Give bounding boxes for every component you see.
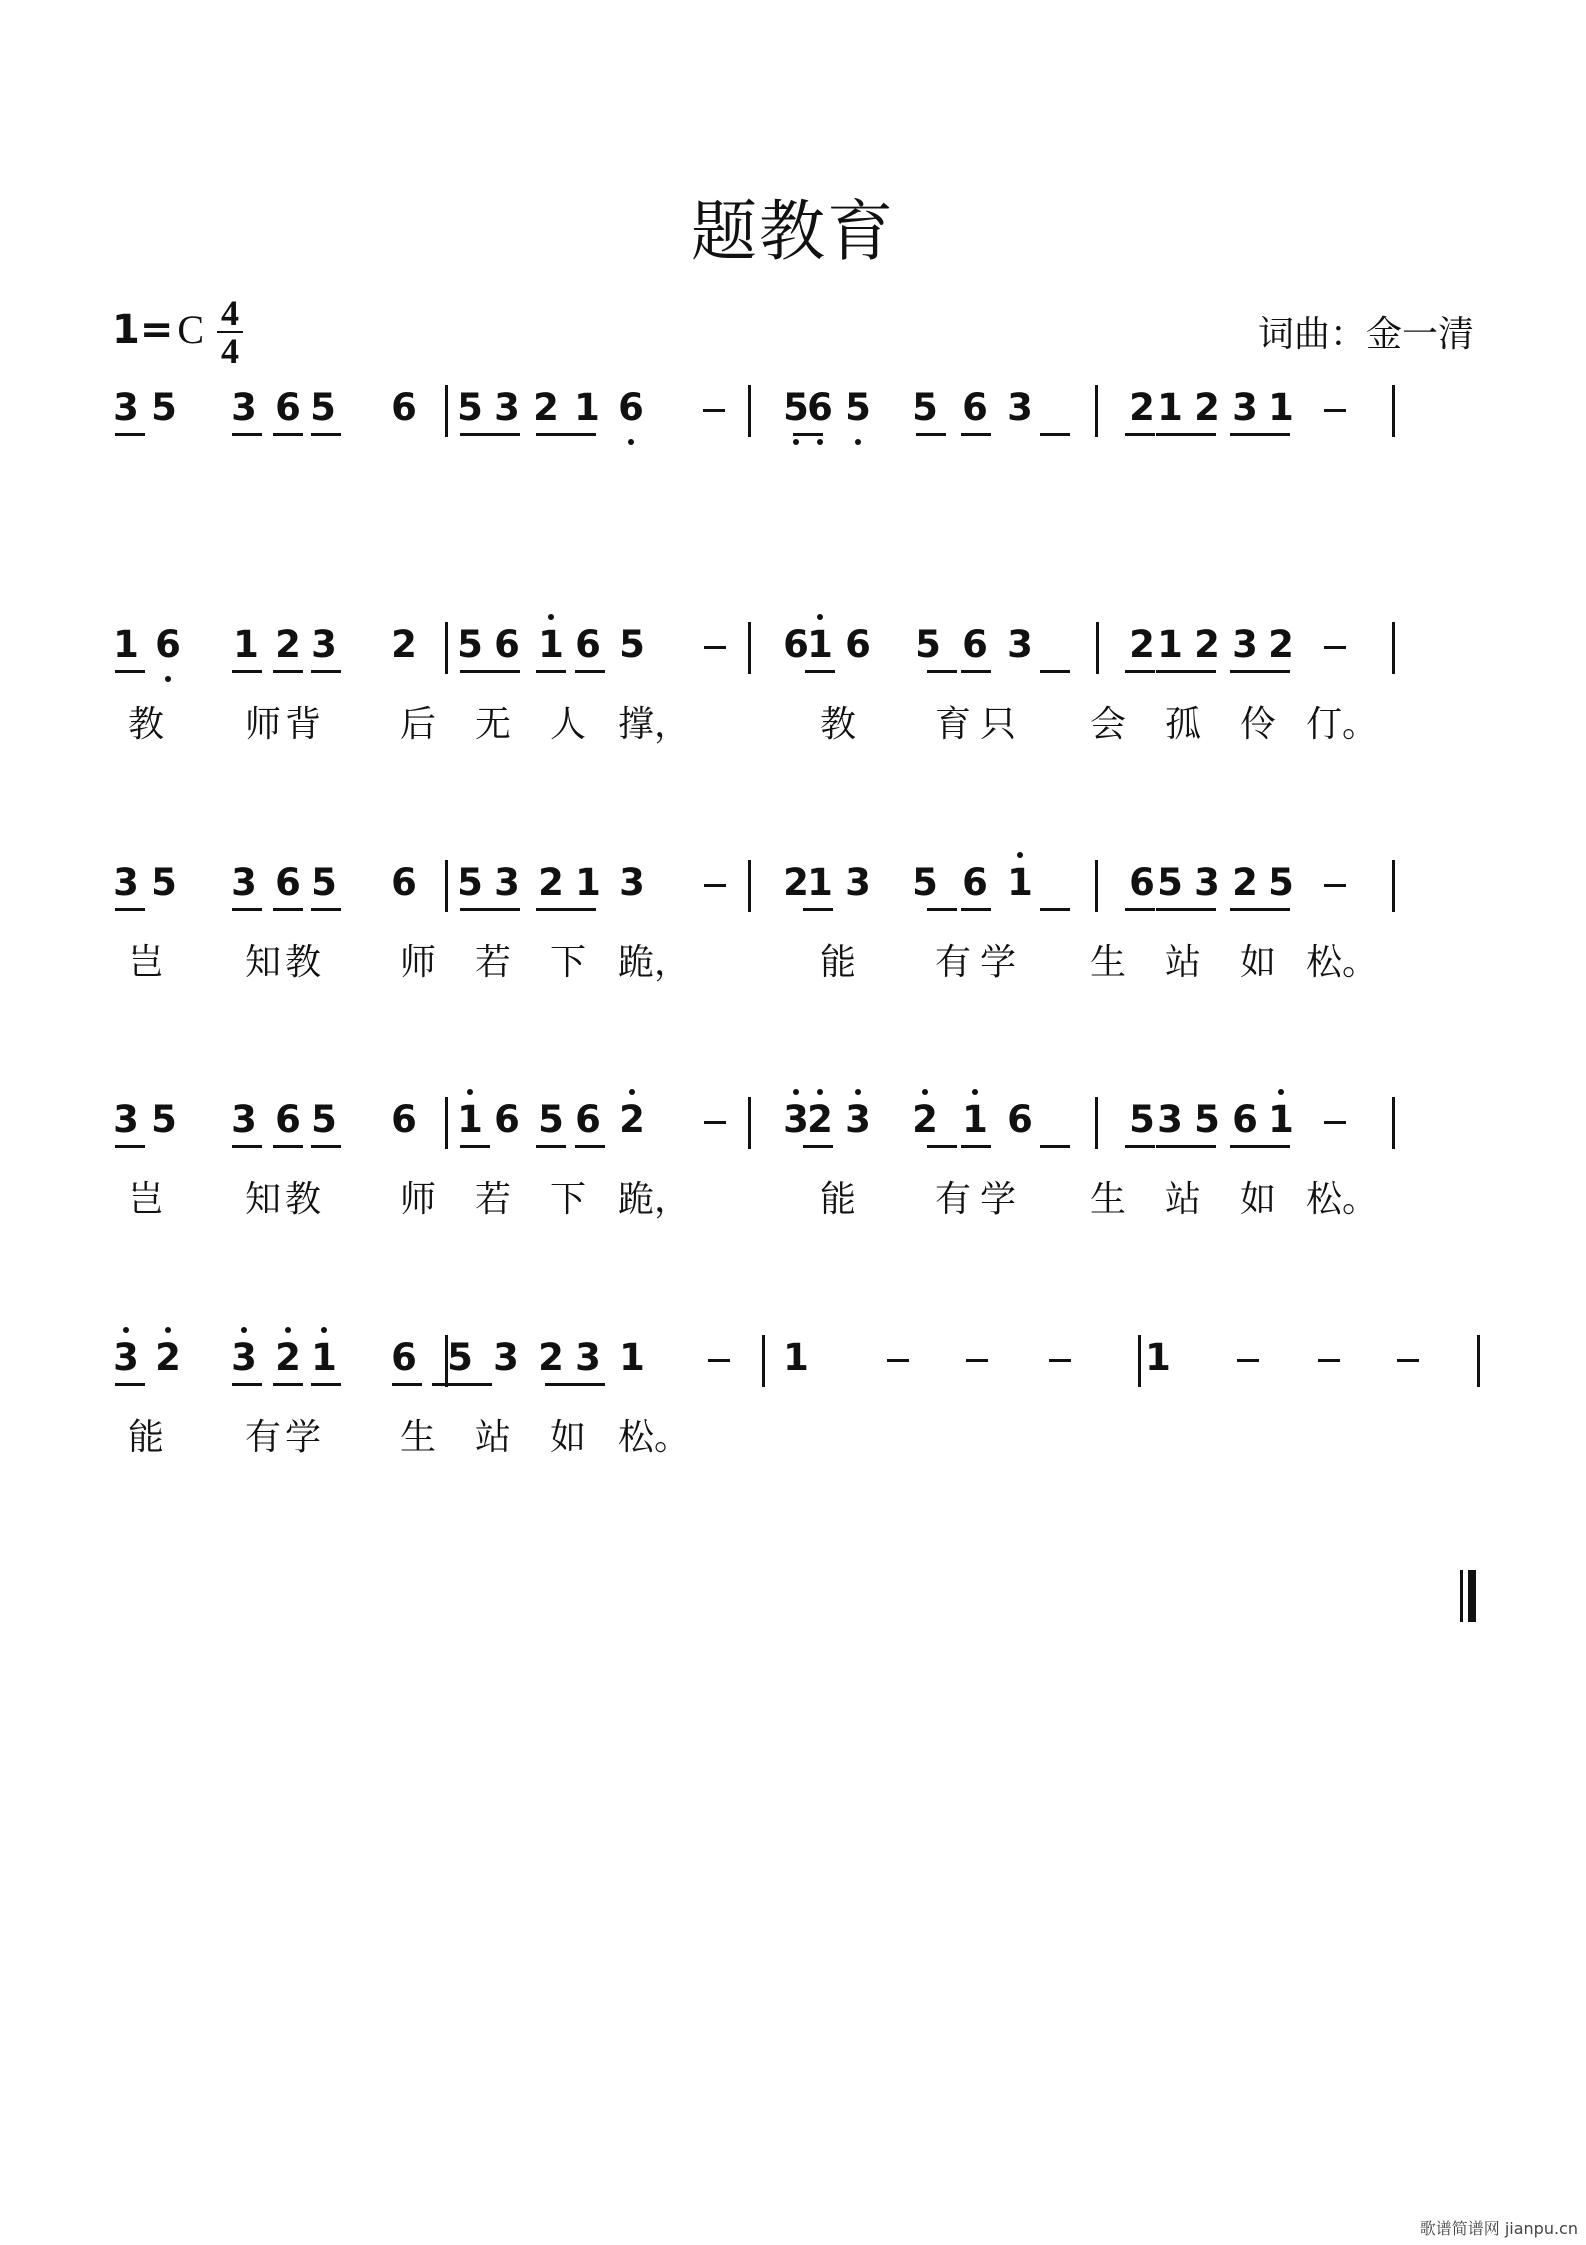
sustain-dash [1397,1359,1419,1362]
lyric-syllable: 后 [399,704,436,745]
note: 3 [226,1335,262,1381]
eighth-note-underline [115,433,145,436]
eighth-note-underline [232,1383,262,1386]
eighth-note-underline [927,908,957,911]
eighth-note-underline [460,908,520,911]
note: 2 [907,1097,943,1143]
note: 3 [494,861,520,904]
note: 1 [1157,623,1183,666]
sustain-dash [1324,646,1346,649]
note: 3 [575,1336,601,1379]
eighth-note-underline [927,1145,957,1148]
barline [1392,1097,1395,1149]
note: 3 [113,1098,139,1141]
high-octave-dot [972,1089,978,1095]
eighth-note-underline [1040,908,1070,911]
lyric-syllable: 师 [399,1179,436,1220]
barline [748,1097,751,1149]
eighth-note-underline [232,433,262,436]
high-octave-dot [922,1089,928,1095]
watermark: 歌谱简谱网 jianpu.cn [1419,2219,1578,2238]
lyric-syllable: 伶 [1239,704,1276,745]
note: 3 [845,861,871,904]
eighth-note-underline [961,1145,991,1148]
note: 5 [151,386,177,429]
eighth-note-underline [1230,433,1290,436]
note: 1 [533,622,569,668]
note: 6 [962,386,988,429]
note: 3 [1007,623,1033,666]
note: 6 [613,385,649,431]
eighth-note-underline [536,1145,566,1148]
eighth-note-underline [1156,433,1216,436]
high-octave-dot [123,1327,129,1333]
eighth-note-underline [1125,1145,1155,1148]
lyric-syllable: 仃。 [1306,704,1379,745]
low-octave-dot [165,676,171,682]
lyric-syllable: 松。 [1306,1179,1379,1220]
sustain-dash [1318,1359,1340,1362]
eighth-note-underline [805,670,835,673]
eighth-note-underline [311,670,341,673]
lyric-syllable: 若 [474,1179,511,1220]
lyric-syllable: 会 [1089,704,1126,745]
barline [1095,385,1098,437]
high-octave-dot [467,1089,473,1095]
eighth-note-underline [1230,670,1290,673]
note: 2 [538,1336,564,1379]
note: 5 [912,386,938,429]
high-octave-dot [793,1089,799,1095]
high-octave-dot [165,1327,171,1333]
sustain-dash [1324,884,1346,887]
eighth-note-underline [1040,433,1070,436]
lyric-syllable: 学 [979,1179,1016,1220]
note: 2 [1232,861,1258,904]
note: 3 [840,1097,876,1143]
eighth-note-underline [311,1145,341,1148]
note: 5 [1129,1098,1155,1141]
note: 5 [457,386,483,429]
barline [445,385,448,437]
note: 3 [311,623,337,666]
eighth-note-underline [575,670,605,673]
note: 6 [1007,1098,1033,1141]
lyric-syllable: 师 [399,942,436,983]
high-octave-dot [241,1327,247,1333]
note: 6 [1129,861,1155,904]
eighth-note-underline [536,670,566,673]
note: 2 [1194,623,1220,666]
high-octave-dot [1278,1089,1284,1095]
low-octave-dot [817,439,823,445]
eighth-note-underline [232,908,262,911]
note: 5 [915,623,941,666]
note: 3 [113,386,139,429]
eighth-note-underline [803,1145,833,1148]
note: 2 [614,1097,650,1143]
note: 5 [311,861,337,904]
eighth-note-underline [927,670,957,673]
lyric-syllable: 站 [1164,1179,1201,1220]
note: 2 [270,1335,306,1381]
eighth-note-underline [232,670,262,673]
note: 5 [840,385,876,431]
sustain-dash [887,1359,909,1362]
note: 6 [391,386,417,429]
final-barline-thin [1460,1570,1463,1622]
final-barline-thick [1468,1570,1476,1622]
note: 2 [533,386,559,429]
lyric-syllable: 背 [284,704,321,745]
note: 1 [575,861,601,904]
note: 5 [778,385,814,431]
eighth-note-underline [961,670,991,673]
song-title: 题教育 [691,193,895,270]
note: 5 [912,861,938,904]
note: 5 [1194,1098,1220,1141]
eighth-note-underline [392,1383,422,1386]
eighth-note-underline [460,433,520,436]
eighth-note-underline [1230,908,1290,911]
note: 5 [619,623,645,666]
score-line [0,1097,1586,1220]
note: 3 [1232,386,1258,429]
note: 1 [1157,386,1183,429]
eighth-note-underline [273,908,303,911]
lyric-syllable: 教 [127,704,164,745]
note: 3 [231,861,257,904]
high-octave-dot [629,1089,635,1095]
note: 6 [275,1098,301,1141]
note: 1 [1268,386,1294,429]
barline [1095,860,1098,912]
barline [748,385,751,437]
barline [1096,622,1099,674]
eighth-note-underline [273,1383,303,1386]
eighth-note-underline [432,1383,492,1386]
eighth-note-underline [115,1145,145,1148]
note: 6 [575,623,601,666]
note: 2 [1129,623,1155,666]
lyric-syllable: 生 [399,1417,436,1458]
eighth-note-underline [311,1383,341,1386]
sustain-dash [1324,409,1346,412]
lyric-syllable: 撑， [618,704,691,745]
note: 3 [493,1336,519,1379]
score-line [0,385,1586,505]
eighth-note-underline [1125,908,1155,911]
note: 2 [1194,386,1220,429]
lyric-syllable: 如 [1239,942,1276,983]
note: 5 [457,861,483,904]
barline [1392,385,1395,437]
lyric-syllable: 人 [549,704,586,745]
note: 3 [231,386,257,429]
lyric-syllable: 站 [474,1417,511,1458]
lyric-syllable: 能 [819,942,856,983]
lyric-syllable: 跪， [618,942,691,983]
eighth-note-underline [460,1145,490,1148]
low-octave-dot [855,439,861,445]
note: 1 [306,1335,342,1381]
eighth-note-underline [916,433,946,436]
note: 6 [275,386,301,429]
lyric-syllable: 孤 [1164,704,1201,745]
composer-credit: 词曲：金一清 [1257,314,1474,355]
eighth-note-underline [273,1145,303,1148]
note: 6 [391,1098,417,1141]
lyric-syllable: 知 [244,942,281,983]
eighth-note-underline [460,670,520,673]
note: 6 [494,623,520,666]
note: 5 [1268,861,1294,904]
high-octave-dot [548,614,554,620]
high-octave-dot [855,1089,861,1095]
eighth-note-underline [803,908,833,911]
lyric-syllable: 无 [474,704,511,745]
note: 5 [447,1336,473,1379]
note: 2 [538,861,564,904]
note: 2 [1129,386,1155,429]
lyric-syllable: 岂 [127,1179,164,1220]
note: 6 [783,623,809,666]
note: 6 [391,1336,417,1379]
eighth-note-underline [1156,908,1216,911]
eighth-note-underline [1040,1145,1070,1148]
note: 5 [538,1098,564,1141]
note: 3 [1157,1098,1183,1141]
score-line [0,860,1586,983]
high-octave-dot [817,1089,823,1095]
lyric-syllable: 有 [934,1179,971,1220]
low-octave-dot [793,439,799,445]
barline [748,860,751,912]
note: 2 [391,623,417,666]
note: 3 [113,861,139,904]
lyric-syllable: 学 [979,942,1016,983]
note: 2 [150,1335,186,1381]
note: 1 [807,861,833,904]
note: 1 [619,1336,645,1379]
note: 5 [1157,861,1183,904]
lyric-syllable: 能 [127,1417,164,1458]
lyric-syllable: 学 [284,1417,321,1458]
note: 5 [457,623,483,666]
eighth-note-underline [575,1145,605,1148]
sustain-dash [1324,1121,1346,1124]
lyric-syllable: 站 [1164,942,1201,983]
barline [748,622,751,674]
note: 2 [783,861,809,904]
note: 1 [957,1097,993,1143]
eighth-note-underline [961,908,991,911]
lyric-syllable: 松。 [1306,942,1379,983]
time-signature-bottom: 4 [221,331,239,371]
eighth-note-underline [273,433,303,436]
eighth-note-underline [536,908,596,911]
note: 1 [1145,1336,1171,1379]
note: 6 [275,861,301,904]
lyric-syllable: 只 [979,704,1016,745]
lyric-syllable: 松。 [618,1417,691,1458]
lyric-syllable: 生 [1089,1179,1126,1220]
lyric-syllable: 育 [934,704,971,745]
note: 5 [310,386,336,429]
eighth-note-underline [115,908,145,911]
sustain-dash [1237,1359,1259,1362]
eighth-note-underline [1156,1145,1216,1148]
score-line [0,622,1586,745]
barline [1392,860,1395,912]
eighth-note-underline [793,433,823,436]
note: 3 [231,1098,257,1141]
lyric-syllable: 有 [244,1417,281,1458]
note: 6 [962,623,988,666]
barline [445,622,448,674]
barline [1477,1335,1480,1387]
note: 3 [1194,861,1220,904]
lyric-syllable: 知 [244,1179,281,1220]
eighth-note-underline [545,1383,605,1386]
eighth-note-underline [536,433,596,436]
time-signature-top: 4 [221,293,239,333]
note: 2 [802,1097,838,1143]
sustain-dash [1049,1359,1071,1362]
key-note: C [177,307,205,352]
barline [1392,622,1395,674]
eighth-note-underline [1125,433,1155,436]
note: 5 [151,1098,177,1141]
note: 2 [1268,623,1294,666]
lyric-syllable: 若 [474,942,511,983]
eighth-note-underline [311,433,341,436]
eighth-note-underline [1040,670,1070,673]
note: 2 [275,623,301,666]
eighth-note-underline [115,1383,145,1386]
note: 3 [1232,623,1258,666]
key-label: 1= [112,307,174,353]
note: 1 [783,1336,809,1379]
high-octave-dot [285,1327,291,1333]
key-signature [112,306,204,353]
note: 6 [962,861,988,904]
note: 1 [574,386,600,429]
lyric-syllable: 教 [284,942,321,983]
note: 3 [1007,386,1033,429]
note: 6 [1232,1098,1258,1141]
eighth-note-underline [1230,1145,1290,1148]
eighth-note-underline [1125,670,1155,673]
note: 3 [619,861,645,904]
note: 6 [802,385,838,431]
high-octave-dot [1017,852,1023,858]
note: 1 [233,623,259,666]
lyric-syllable: 下 [549,1179,586,1220]
eighth-note-underline [232,1145,262,1148]
lyric-syllable: 如 [549,1417,586,1458]
barline [445,860,448,912]
barline [1095,1097,1098,1149]
note: 3 [108,1335,144,1381]
note: 1 [452,1097,488,1143]
lyric-syllable: 能 [819,1179,856,1220]
eighth-note-underline [961,433,991,436]
note: 6 [391,861,417,904]
lyric-syllable: 师 [244,704,281,745]
note: 6 [150,622,186,668]
note: 1 [1263,1097,1299,1143]
note: 5 [311,1098,337,1141]
lyric-syllable: 如 [1239,1179,1276,1220]
lyric-syllable: 教 [819,704,856,745]
lyric-syllable: 岂 [127,942,164,983]
sustain-dash [704,646,726,649]
note: 6 [575,1098,601,1141]
sustain-dash [703,409,725,412]
note: 1 [1002,860,1038,906]
note: 6 [494,1098,520,1141]
lyric-syllable: 跪， [618,1179,691,1220]
lyric-syllable: 生 [1089,942,1126,983]
lyric-syllable: 教 [284,1179,321,1220]
high-octave-dot [321,1327,327,1333]
note: 3 [778,1097,814,1143]
score-line [0,1335,1586,1458]
eighth-note-underline [311,908,341,911]
high-octave-dot [817,614,823,620]
eighth-note-underline [115,670,145,673]
note: 5 [151,861,177,904]
note: 1 [113,623,139,666]
barline [762,1335,765,1387]
note: 6 [845,623,871,666]
sustain-dash [704,1121,726,1124]
sustain-dash [704,884,726,887]
time-signature [217,293,243,371]
eighth-note-underline [1156,670,1216,673]
sustain-dash [708,1359,730,1362]
note: 1 [802,622,838,668]
note: 3 [494,386,520,429]
lyric-syllable: 有 [934,942,971,983]
barline [445,1097,448,1149]
eighth-note-underline [273,670,303,673]
lyric-syllable: 下 [549,942,586,983]
sustain-dash [966,1359,988,1362]
low-octave-dot [628,439,634,445]
